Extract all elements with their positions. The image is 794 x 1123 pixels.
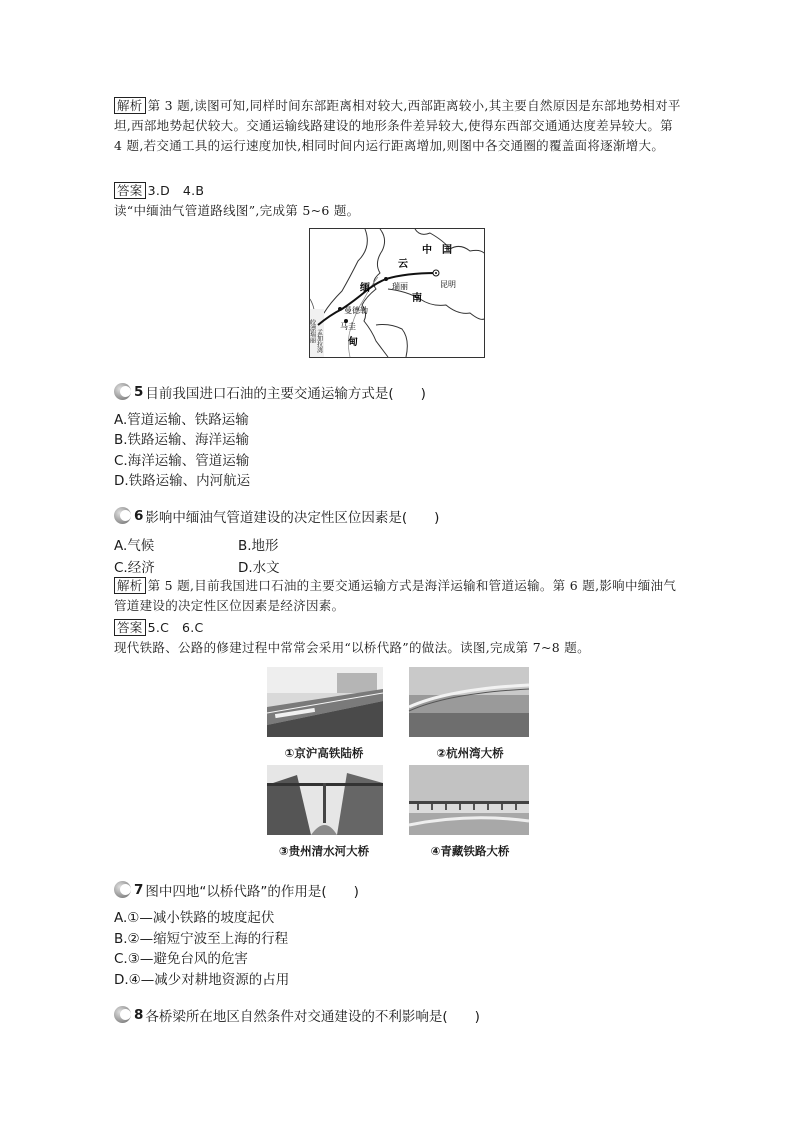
- question-bullet-icon: [114, 507, 132, 525]
- question-8-header: [114, 1005, 480, 1025]
- question-text: 影响中缅油气管道建设的决定性区位因素是( ): [145, 510, 440, 526]
- photo-caption-2: ②杭州湾大桥: [436, 746, 504, 760]
- map-label-bay: 孟加拉湾: [315, 329, 323, 353]
- question-7-header: [114, 880, 359, 900]
- question-number: 7: [134, 882, 144, 898]
- border-yunnan: [388, 289, 484, 319]
- photo-hangzhou-bay-bridge: [409, 667, 525, 737]
- city-circle-icon: [435, 272, 437, 274]
- map-label-yun: 云: [398, 259, 408, 270]
- intro-text-1: 读“中缅油气管道路线图”,完成第 5~6 题。: [114, 203, 360, 218]
- question-6-header: [114, 506, 439, 526]
- q5-option-a[interactable]: A.管道运输、铁路运输: [114, 412, 249, 428]
- map-label-kunming: 昆明: [440, 280, 456, 289]
- answer-block-2: [114, 618, 684, 638]
- q7-option-b[interactable]: B.②—缩短宁波至上海的行程: [114, 931, 289, 947]
- city-circle-icon: [338, 307, 342, 311]
- question-text: 各桥梁所在地区自然条件对交通建设的不利影响是( ): [145, 1009, 480, 1025]
- map-label-kyaukphyu: 皎漂瑞丽: [308, 319, 316, 343]
- q5-option-d[interactable]: D.铁路运输、内河航运: [114, 473, 251, 489]
- q6-options: [114, 534, 414, 576]
- q7-option-d[interactable]: D.④—减少对耕地资源的占用: [114, 972, 290, 988]
- map-label-mandalay: 曼德勒: [344, 306, 368, 315]
- city-circle-icon: [384, 277, 388, 281]
- photo-jinghu-bridge: [267, 667, 383, 737]
- answer-text: 3.D 4.B: [147, 183, 205, 198]
- photo-qinghai-tibet-bridge: [409, 765, 525, 835]
- question-bullet-icon: [114, 881, 132, 899]
- q7-option-a[interactable]: A.①—减小铁路的坡度起伏: [114, 910, 275, 926]
- question-text: 目前我国进口石油的主要交通运输方式是( ): [145, 386, 426, 402]
- question-5-header: [114, 382, 426, 402]
- question-number: 5: [134, 384, 144, 400]
- q5-option-b[interactable]: B.铁路运输、海洋运输: [114, 432, 250, 448]
- photo-caption-4: ④青藏铁路大桥: [430, 844, 510, 858]
- bridge-photo-grid: [265, 667, 531, 862]
- question-bullet-icon: [114, 383, 132, 401]
- analysis-tag: 解析: [114, 577, 146, 594]
- q6-option-d[interactable]: D.水文: [238, 560, 280, 576]
- photo-caption-3: ③贵州清水河大桥: [278, 844, 370, 858]
- q6-option-c[interactable]: C.经济: [114, 560, 155, 576]
- photo-caption-1: ①京沪高铁陆桥: [284, 746, 364, 760]
- answer-block-1: [114, 181, 684, 201]
- map-label-ruili: 瑞丽: [392, 282, 408, 291]
- analysis-block-2: [114, 576, 684, 616]
- pipeline-map: [309, 228, 485, 358]
- question-number: 8: [134, 1007, 144, 1023]
- question-text: 图中四地“以桥代路”的作用是( ): [145, 884, 359, 900]
- map-label-burma2: 甸: [348, 337, 358, 348]
- map-label-magway: 马圭: [340, 322, 356, 331]
- intro-text-2: 现代铁路、公路的修建过程中常常会采用“以桥代路”的做法。读图,完成第 7~8 题。: [114, 640, 590, 655]
- analysis-block-1: [114, 96, 684, 156]
- question-number: 6: [134, 508, 144, 524]
- q7-option-c[interactable]: C.③—避免台风的危害: [114, 951, 248, 967]
- q5-option-c[interactable]: C.海洋运输、管道运输: [114, 453, 250, 469]
- analysis-tag: 解析: [114, 97, 146, 114]
- q6-option-b[interactable]: B.地形: [238, 538, 279, 554]
- photo-qingshui-bridge: [267, 765, 383, 835]
- q6-option-a[interactable]: A.气候: [114, 538, 155, 554]
- answer-tag: 答案: [114, 619, 146, 636]
- analysis-text: 第 3 题,读图可知,同样时间东部距离相对较大,西部距离较小,其主要自然原因是东部地势相对平坦,西部地势起伏较大。交通运输线路建设的地形条件差异较大,使得东西部交通通达度差异较大。第 4 题,若交通工具的运行速度加快,相同时间内运行距离增加,则图中各交通圈的覆盖面将逐渐增大。: [114, 98, 681, 153]
- map-label-china: 中 国: [422, 245, 452, 256]
- map-graphic: [310, 229, 484, 357]
- analysis-text: 第 5 题,目前我国进口石油的主要交通运输方式是海洋运输和管道运输。第 6 题,影响中缅油气管道建设的决定性区位因素是经济因素。: [114, 578, 677, 613]
- map-label-burma1: 缅: [360, 283, 370, 294]
- map-label-nan: 南: [412, 293, 422, 304]
- answer-text: 5.C 6.C: [147, 620, 204, 635]
- border-south: [376, 325, 407, 358]
- answer-tag: 答案: [114, 182, 146, 199]
- question-bullet-icon: [114, 1006, 132, 1024]
